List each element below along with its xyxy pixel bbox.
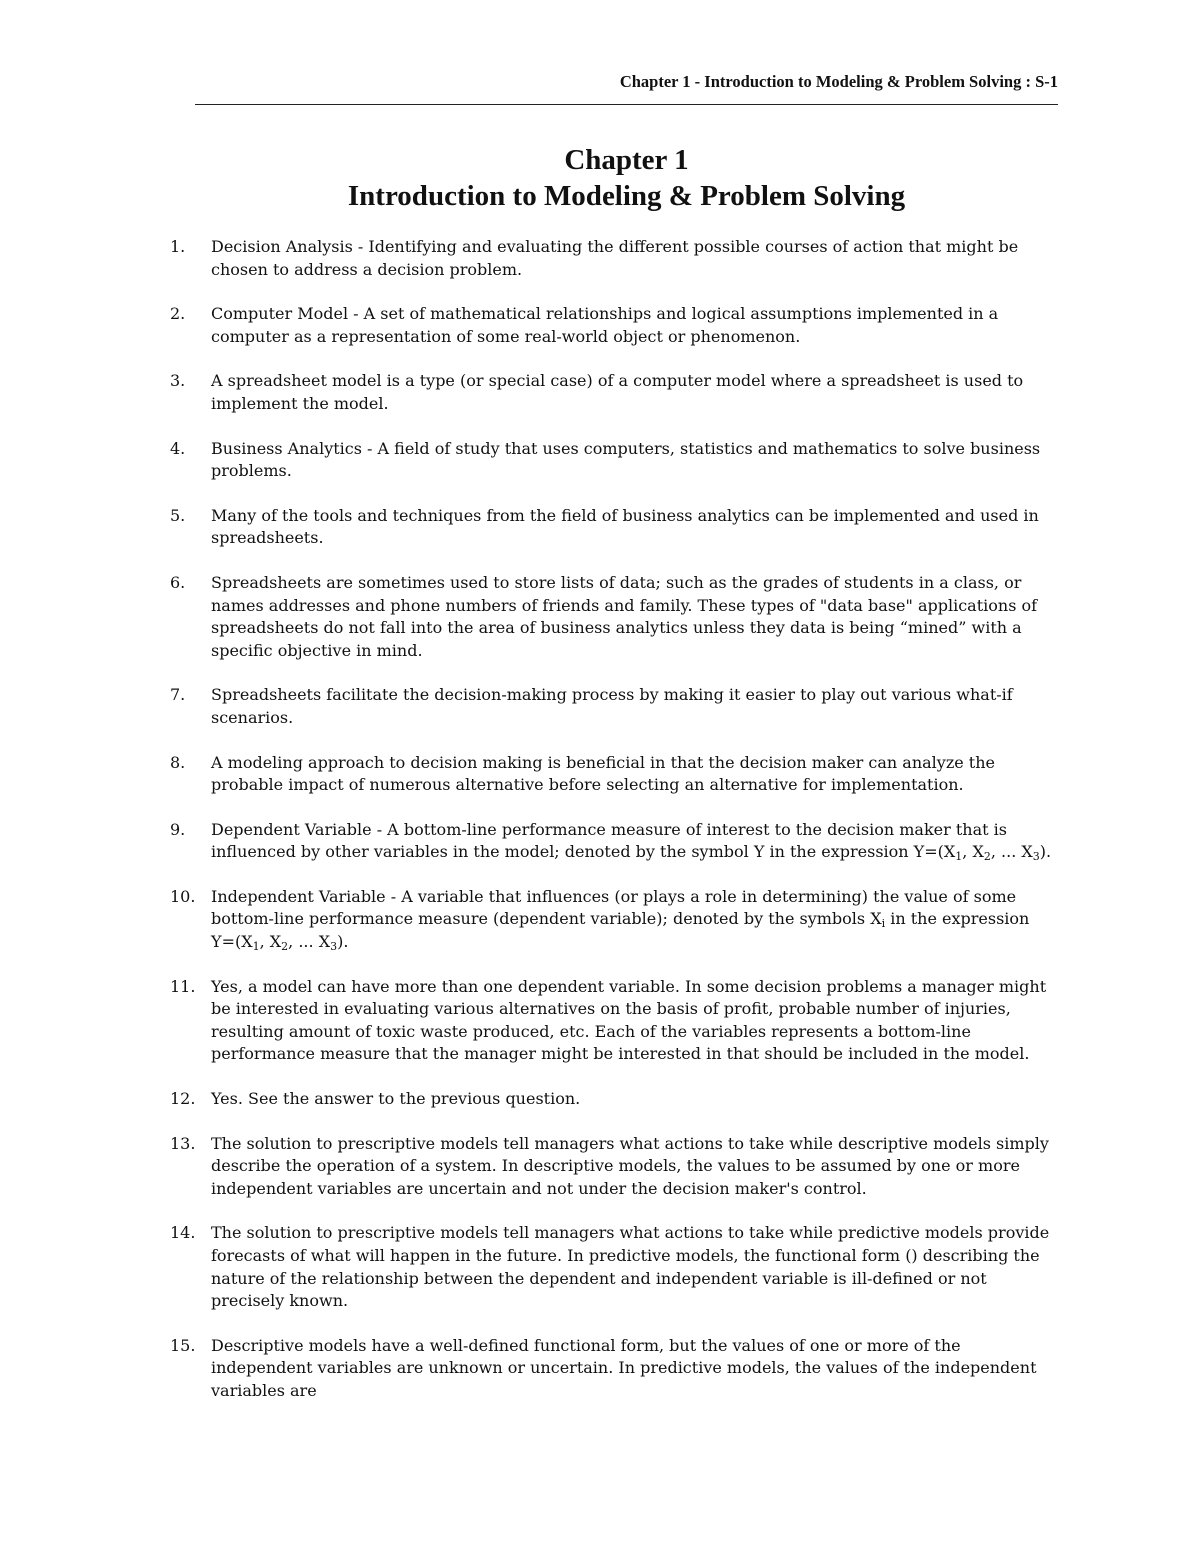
item-text: A spreadsheet model is a type (or special case) of a computer model where a spreadsheet is used to implement the model.	[211, 371, 1024, 413]
subscript: 2	[983, 850, 991, 864]
list-item	[170, 684, 1058, 729]
item-number: 14.	[170, 1223, 196, 1243]
list-item	[170, 303, 1058, 348]
subscript: 1	[252, 940, 260, 954]
list-item	[170, 819, 1058, 864]
list-item	[170, 1222, 1058, 1312]
list-item	[170, 976, 1058, 1066]
item-number: 3.	[170, 371, 186, 391]
list-item	[170, 1088, 1058, 1111]
item-text: Descriptive models have a well-defined functional form, but the values of one or more of the independent variables are unknown or uncertain. In predictive models, the values of the independent variables are	[211, 1335, 1037, 1400]
list-item	[170, 572, 1058, 662]
item-text: Independent Variable - A variable that influences (or plays a role in determining) the value of some bottom-line performance measure (dependent variable); denoted by the symbols $X_i$ in the expression $Y=(X_1$, $X_2$, ... $X_3$).	[211, 886, 1030, 954]
item-text: The solution to prescriptive models tell managers what actions to take while predictive models provide forecasts of what will happen in the future. In predictive models, the functional form () describing the nature of the relationship between the dependent and independent variable is ill-defined or not precisely known.	[211, 1223, 1050, 1311]
subscript: 1	[955, 850, 963, 864]
chapter-name: Introduction to Modeling & Problem Solving	[347, 180, 906, 212]
item-number: 10.	[170, 886, 196, 906]
item-text: Many of the tools and techniques from the field of business analytics can be implemented and used in spreadsheets.	[211, 505, 1039, 548]
item-text: Dependent Variable - A bottom-line performance measure of interest to the decision maker that is influenced by other variables in the model; denoted by the symbol Y in the expression $Y=(X_1$, $X_2$, ... $X_3$).	[211, 819, 1052, 864]
item-number: 12.	[170, 1089, 196, 1109]
item-number: 5.	[170, 505, 186, 525]
item-number: 7.	[170, 685, 186, 705]
item-number: 2.	[170, 304, 186, 324]
item-text: Spreadsheets facilitate the decision-making process by making it easier to play out various what-if scenarios.	[211, 685, 1013, 727]
list-item	[170, 438, 1058, 483]
list-item	[170, 1133, 1058, 1201]
item-number: 13.	[170, 1133, 196, 1153]
list-item	[170, 236, 1058, 281]
list-item	[170, 752, 1058, 797]
list-item	[170, 1335, 1058, 1403]
subscript: i	[881, 917, 886, 931]
list-item	[170, 886, 1058, 954]
subscript: 3	[330, 940, 338, 954]
item-text: Decision Analysis - Identifying and evaluating the different possible courses of action that might be chosen to address a decision problem.	[211, 237, 1019, 279]
item-number: 6.	[170, 572, 186, 592]
item-text: Business Analytics - A field of study that uses computers, statistics and mathematics to solve business problems.	[211, 438, 1041, 481]
item-text: A modeling approach to decision making is beneficial in that the decision maker can analyze the probable impact of numerous alternative before selecting an alternative for implementation.	[211, 752, 996, 795]
chapter-number: Chapter 1	[564, 144, 689, 176]
item-text: The solution to prescriptive models tell managers what actions to take while descriptive models simply describe the operation of a system. In descriptive models, the values to be assumed by one or more independent variables are uncertain and not under the decision maker's control.	[211, 1133, 1049, 1198]
running-header: Chapter 1 - Introduction to Modeling & Problem Solving : S-1	[619, 72, 1058, 91]
item-text: Spreadsheets are sometimes used to store lists of data; such as the grades of students in a class, or names addresses and phone numbers of friends and family. These types of "data base" applications of spreadsheets do not fall into the area of business analytics unless they data is being “mined” with a specific objective in mind.	[211, 572, 1038, 660]
subscript: 3	[1032, 850, 1040, 864]
item-text: Yes. See the answer to the previous question.	[211, 1089, 581, 1109]
item-number: 1.	[170, 237, 186, 256]
item-number: 15.	[170, 1335, 196, 1355]
item-text: Yes, a model can have more than one dependent variable. In some decision problems a manager might be interested in evaluating various alternatives on the basis of profit, probable number of injuries, resulting amount of toxic waste produced, etc. Each of the variables represents a bottom-line performance measure that the manager might be interested in that should be included in the model.	[211, 976, 1047, 1064]
chapter-title	[195, 142, 1058, 214]
list-item	[170, 370, 1058, 415]
item-number: 9.	[170, 819, 186, 839]
subscript: 2	[281, 940, 289, 954]
item-number: 8.	[170, 752, 186, 772]
header-divider	[195, 104, 1058, 105]
item-text: Computer Model - A set of mathematical relationships and logical assumptions implemented in a computer as a representation of some real-world object or phenomenon.	[211, 304, 999, 346]
answer-list	[170, 236, 1058, 1425]
list-item	[170, 505, 1058, 550]
item-number: 11.	[170, 976, 196, 996]
item-number: 4.	[170, 438, 186, 458]
